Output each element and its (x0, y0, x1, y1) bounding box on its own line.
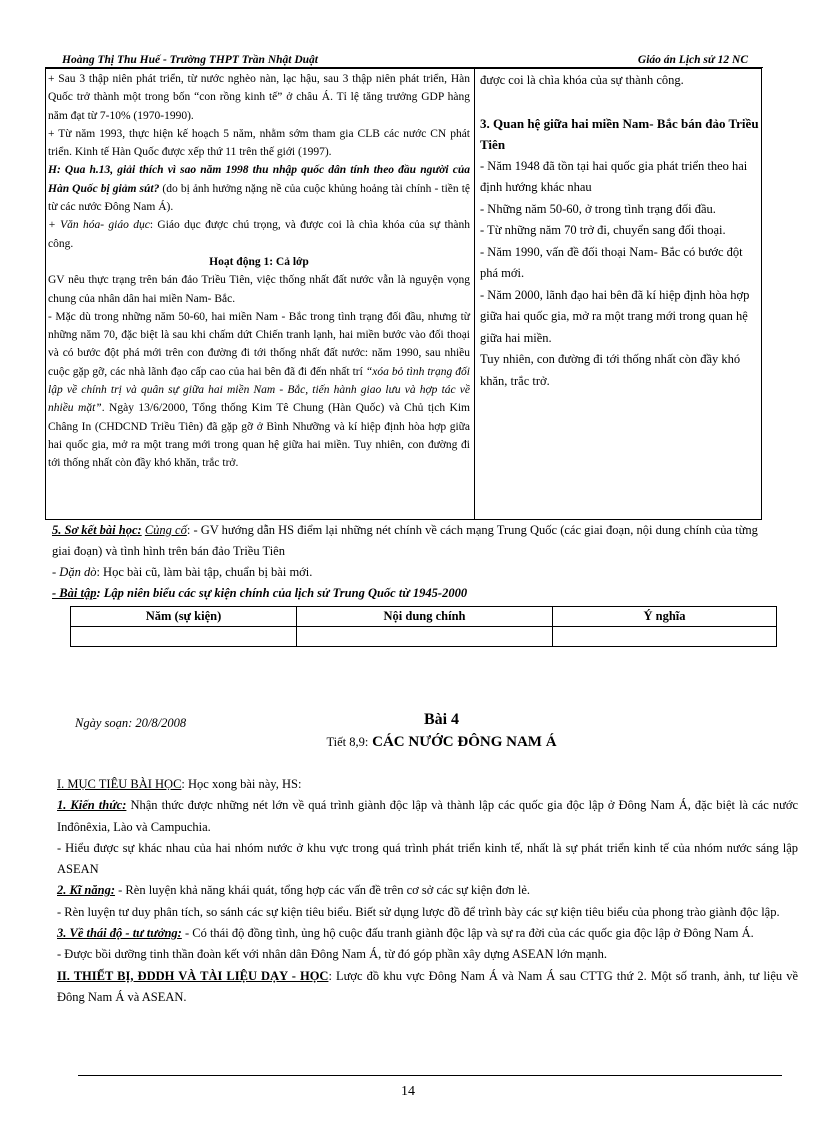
list-item: - Từ những năm 70 trở đi, chuyển sang đối thoại. (480, 223, 726, 237)
section-heading: 3. Quan hệ giữa hai miền Nam- Bắc bán đảo Triều Tiên (480, 115, 759, 152)
lesson-title: CÁC NƯỚC ĐÔNG NAM Á (372, 734, 557, 750)
exercise-table (70, 606, 777, 647)
lesson-summary (52, 520, 772, 604)
skills-paragraph: 2. Kĩ năng: - Rèn luyện khả năng khái quát, tổng hợp các vấn đề trên cơ sở các sự kiện đơn lẻ. (57, 883, 531, 898)
question-paragraph (48, 161, 470, 216)
knowledge-paragraph: 1. Kiến thức: Nhận thức được những nét lớn về quá trình giành độc lập và thành lập các quốc gia độc lập ở Đông Nam Á, đặc biệt là các nước Inđônêxia, Lào và Campuchia. (57, 798, 798, 834)
paragraph: + Sau 3 thập niên phát triển, từ nước nghèo nàn, lạc hậu, sau 3 thập niên phát triển, Hàn Quốc trở thành một trong bốn “con rồng kinh tế” ở châu Á. Tỉ lệ tăng trưởng GDP hàng năm đạt từ 7-10% (1970-1990). (48, 73, 470, 122)
header-subject: Giáo án Lịch sử 12 NC (637, 54, 748, 66)
list-item: - Những năm 50-60, ở trong tình trạng đối đầu. (480, 201, 716, 216)
homework-line: - Dặn dò: Học bài cũ, làm bài tập, chuẩn bị bài mới. (52, 565, 313, 579)
paragraph: - Rèn luyện tư duy phân tích, so sánh các sự kiện tiêu biểu. Biết sử dụng lược đồ để trình bày các sự kiện tiêu biểu của phong trào giành độc lập. (57, 904, 780, 919)
list-item: - Năm 1990, vấn đề đối thoại Nam- Bắc có bước đột phá mới. (480, 244, 743, 280)
summary-line: 5. Sơ kết bài học: Củng cố: - GV hướng dẫn HS điểm lại những nét chính về cách mạng Trung Quốc (các giai đoạn, nội dung chính của từng giai đoạn) và tình hình trên bán đảo Triều Tiên (52, 523, 758, 558)
culture-label: + Văn hóa- giáo dục (48, 219, 150, 232)
paragraph: - Mặc dù trong những năm 50-60, hai miền Nam - Bắc trong tình trạng đối đầu, nhưng từ những năm 70, đặc biệt là sau khi chấm dứt Chiến tranh lạnh, hai miền bước vào đối thoại và có bước đột phá mới trên con đường đi tới thống nhất đất nước: năm 1990, sau nhiều cuộc gặp gỡ, các nhà lãnh đạo cấp cao của hai bên đã đi đến nhất trí “xóa bỏ tình trạng đối lập về chính trị và quân sự giữa hai miền Nam - Bắc, tiến hành giao lưu và hợp tác về nhiều mặt”. Ngày 13/6/2000, Tổng thống Kim Tê Chung (Hàn Quốc) và Chủ tịch Kim Châng In (CHDCND Triều Tiên) đã gặp gỡ ở Bình Nhưỡng và kí hiệp định hòa hợp giữa hai quốc gia, mở ra một trang mới trong quan hệ giữa hai miền. Tuy nhiên, con đường đi tới thống nhất còn đầy khó khăn, trắc trở. (48, 310, 470, 470)
list-item: - Năm 2000, lãnh đạo hai bên đã kí hiệp định hòa hợp giữa hai quốc gia, mở ra một trang mới trong quan hệ giữa hai miền. (480, 287, 750, 345)
lesson-body (57, 774, 798, 1008)
activity-column (48, 70, 470, 473)
activity-heading: Hoạt động 1: Cả lớp (209, 255, 309, 268)
lesson-number: Bài 4 (423, 711, 460, 728)
paragraph: - Được bồi dưỡng tinh thần đoàn kết với nhân dân Đông Nam Á, từ đó góp phần xây dựng ASEAN lớn mạnh. (57, 947, 607, 962)
footer-rule (78, 1075, 782, 1076)
page-number: 14 (401, 1084, 415, 1099)
summary-label: 5. Sơ kết bài học: (52, 523, 142, 537)
content-column (480, 70, 760, 392)
prep-date: Ngày soạn: 20/8/2008 (75, 716, 187, 730)
paragraph: + Văn hóa- giáo dục: Giáo dục được chú trọng, và được coi là chìa khóa của sự thành công. (48, 219, 470, 250)
table-row (71, 627, 777, 647)
paragraph: + Từ năm 1993, thực hiện kế hoạch 5 năm, nhằm sớm tham gia CLB các nước CN phát triển. Kinh tế Hàn Quốc được xếp thứ 11 trên thế giới (1997). (48, 127, 470, 159)
column-header: Ý nghĩa (553, 607, 777, 627)
exercise-line: - Bài tập: Lập niên biểu các sự kiện chính của lịch sử Trung Quốc từ 1945-2000 (52, 586, 468, 600)
lesson-table (45, 68, 762, 520)
paragraph: GV nêu thực trạng trên bán đảo Triều Tiên, việc thống nhất đất nước vẫn là nguyện vọng chung của nhân dân hai miền Nam- Bắc. (48, 274, 470, 305)
question: H: Qua h.13, giải thích vì sao năm 1998 thu nhập quốc dân tính theo đầu người của Hàn Quốc bị giảm sút? (48, 164, 470, 195)
lesson-period: Tiết 8,9: (326, 735, 369, 749)
lesson-title-block (300, 709, 583, 753)
table-header-row (71, 607, 777, 627)
quote: “xóa bỏ tình trạng đối lập về chính trị và quân sự giữa hai miền Nam - Bắc, tiến hành giao lưu và hợp tác về nhiều mặt” (48, 365, 470, 415)
column-header: Nội dung chính (297, 607, 553, 627)
header-author: Hoàng Thị Thu Huế - Trường THPT Trần Nhật Duật (62, 54, 318, 66)
column-divider (474, 69, 475, 519)
list-item: Tuy nhiên, con đường đi tới thống nhất còn đầy khó khăn, trắc trở. (480, 352, 741, 388)
section-1: I. MỤC TIÊU BÀI HỌC: Học xong bài này, HS: (57, 777, 302, 791)
section-2: II. THIẾT BỊ, ĐDDH VÀ TÀI LIỆU DẠY - HỌC: Lược đồ khu vực Đông Nam Á và Nam Á sau CTTG thứ 2. Một số tranh, ảnh, tư liệu về Đông Nam Á và ASEAN. (57, 968, 798, 1004)
paragraph: - Hiểu được sự khác nhau của hai nhóm nước ở khu vực trong quá trình phát triển kinh tế, nhất là sự phát triển kinh tế của nhóm nước sáng lập ASEAN (57, 840, 798, 877)
list-item: - Năm 1948 đã tồn tại hai quốc gia phát triển theo hai định hướng khác nhau (480, 158, 748, 194)
attitude-paragraph: 3. Về thái độ - tư tưởng: - Có thái độ đồng tình, ủng hộ cuộc đấu tranh giành độc lập và sự ra đời của các quốc gia độc lập ở Đông Nam Á. (57, 926, 754, 941)
paragraph: được coi là chìa khóa của sự thành công. (480, 73, 684, 87)
column-header: Năm (sự kiện) (71, 607, 297, 627)
answer: (do bị ảnh hưởng nặng nề của cuộc khủng hoảng tài chính - tiền tệ từ các nước Đông Nam Á). (48, 182, 470, 214)
